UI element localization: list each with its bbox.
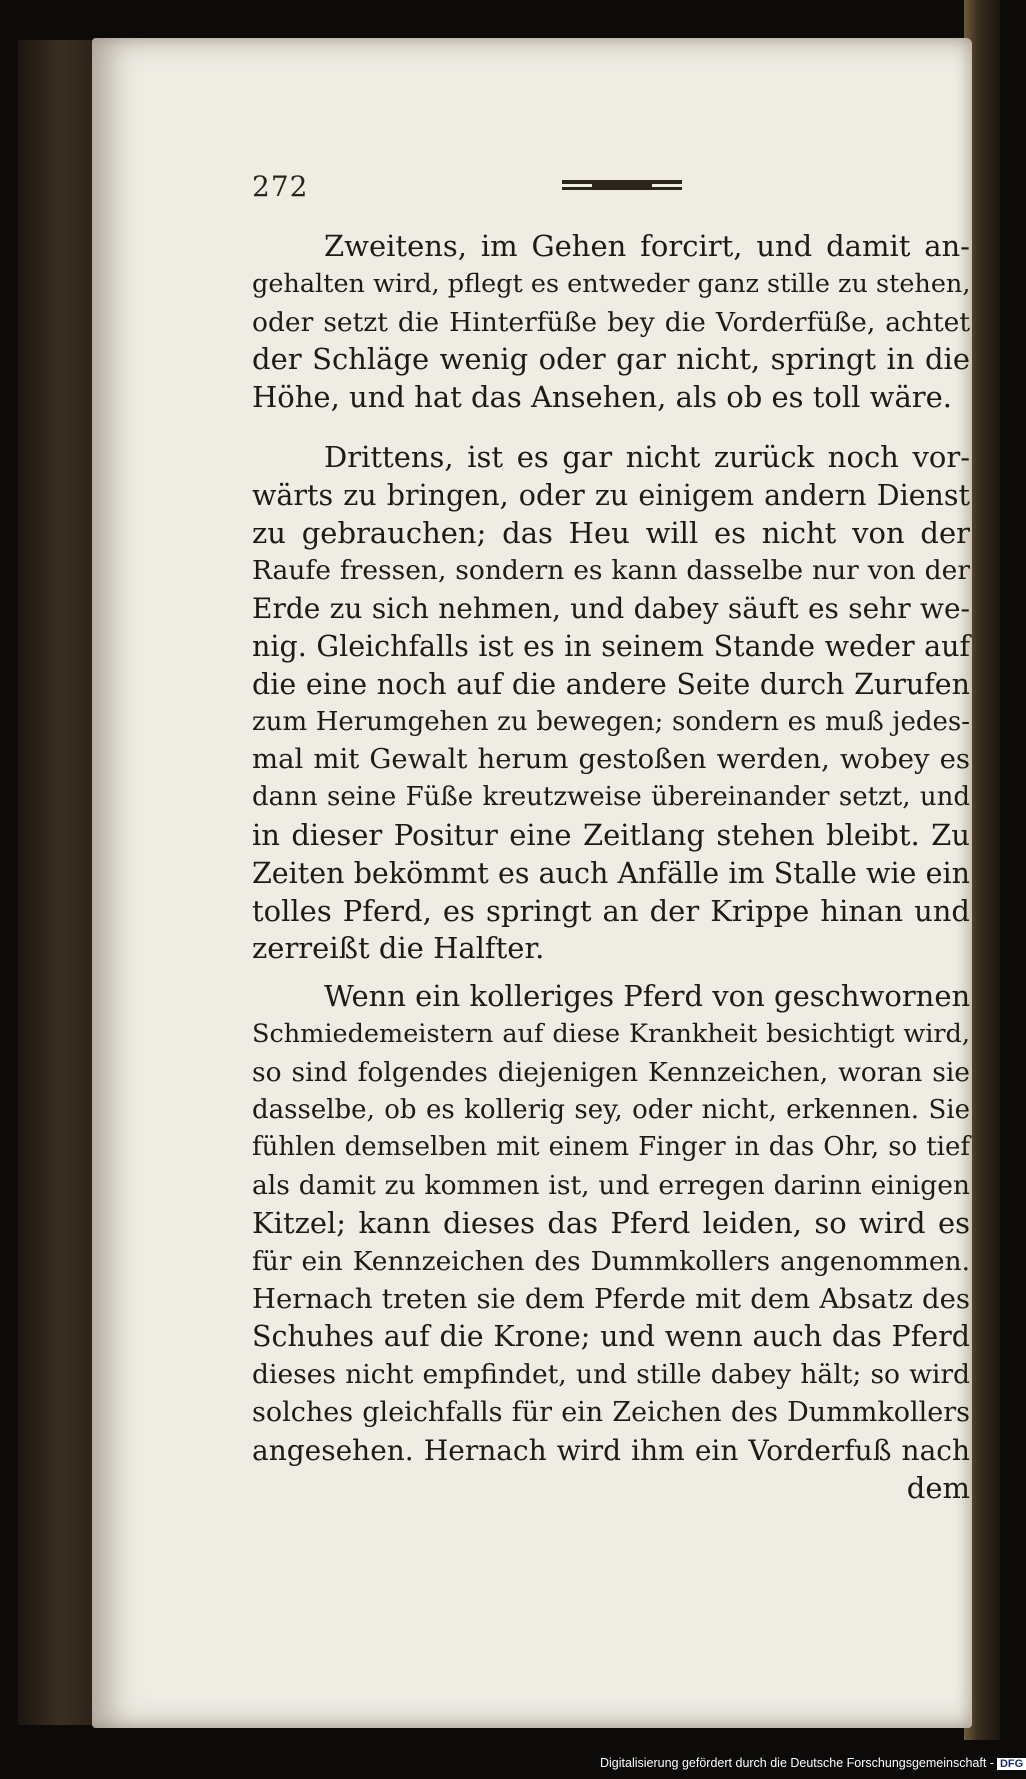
book-spine-shadow [18, 40, 96, 1725]
paragraph-3 [252, 978, 970, 1469]
dfg-logo: DFG [997, 1758, 1026, 1770]
text-line: Wenn ein kolleriges Pferd von geschwornen [324, 979, 971, 1014]
text-line: dann seine Füße kreutzweise übereinander setzt, und [252, 782, 970, 813]
text-line: zum Herumgehen zu bewegen; sondern es muß jedes- [252, 706, 970, 737]
text-line: Kitzel; kann dieses das Pferd leiden, so wird es [252, 1205, 970, 1240]
text-line: solches gleichfalls für ein Zeichen des Dummkollers [252, 1396, 970, 1428]
text-line: Höhe, und hat das Ansehen, als ob es toll wäre. [252, 380, 952, 415]
page-text [252, 228, 970, 1507]
text-line: Hernach treten sie dem Pferde mit dem Absatz des [252, 1282, 970, 1315]
text-line: Erde zu sich nehmen, und dabey säuft es sehr we- [252, 592, 970, 626]
header-ornament [562, 180, 682, 194]
text-line: Drittens, ist es gar nicht zurück noch vor- [324, 439, 970, 474]
text-line: Schmiedemeistern auf diese Krankheit besichtigt wird, [252, 1018, 970, 1049]
text-line: Raufe fressen, sondern es kann dasselbe nur von der [252, 555, 970, 587]
text-line: Zweitens, im Gehen forcirt, und damit an- [324, 229, 970, 263]
text-line: tolles Pferd, es springt an der Krippe hinan und [252, 893, 970, 928]
text-line: mal mit Gewalt herum gestoßen werden, wobey es [252, 743, 970, 776]
text-line: der Schläge wenig oder gar nicht, springt in die [252, 342, 970, 377]
text-line: für ein Kennzeichen des Dummkollers angenommen. [252, 1245, 970, 1277]
text-line: dieses nicht empfindet, und stille dabey hält; so wird [252, 1359, 970, 1391]
text-line: fühlen demselben mit einem Finger in das Ohr, so tief [252, 1132, 970, 1163]
text-line: die eine noch auf die andere Seite durch Zurufen [252, 667, 970, 701]
text-line: in dieser Positur eine Zeitlang stehen bleibt. Zu [252, 817, 970, 852]
text-line: wärts zu bringen, oder zu einigem andern Dienst [252, 478, 970, 512]
credit-text: Digitalisierung gefördert durch die Deutsche Forschungsgemeinschaft - [600, 1756, 994, 1770]
text-line: oder setzt die Hinterfüße bey die Vorderfüße, achtet [252, 306, 970, 338]
text-line: so sind folgendes diejenigen Kennzeichen, woran sie [252, 1056, 970, 1088]
text-line: dasselbe, ob es kollerig sey, oder nicht, erkennen. Sie [252, 1094, 970, 1125]
text-line: nig. Gleichfalls ist es in seinem Stande weder auf [252, 629, 970, 663]
text-line: zu gebrauchen; das Heu will es nicht von der [252, 515, 970, 550]
text-line: zerreißt die Halfter. [252, 931, 545, 966]
text-line: angesehen. Hernach wird ihm ein Vorderfuß nach [252, 1433, 970, 1467]
text-line: als damit zu kommen ist, und erregen darinn einigen [252, 1170, 970, 1202]
text-line: gehalten wird, pflegt es entweder ganz stille zu stehen, [252, 268, 971, 299]
page-number: 272 [252, 170, 309, 203]
digitization-credit [600, 1756, 1024, 1776]
catchword: dem [906, 1470, 970, 1505]
text-line: Zeiten bekömmt es auch Anfälle im Stalle wie ein [252, 856, 970, 890]
text-line: Schuhes auf die Krone; und wenn auch das Pferd [252, 1320, 970, 1354]
paragraph-1 [252, 228, 970, 417]
paragraph-2 [252, 439, 970, 968]
